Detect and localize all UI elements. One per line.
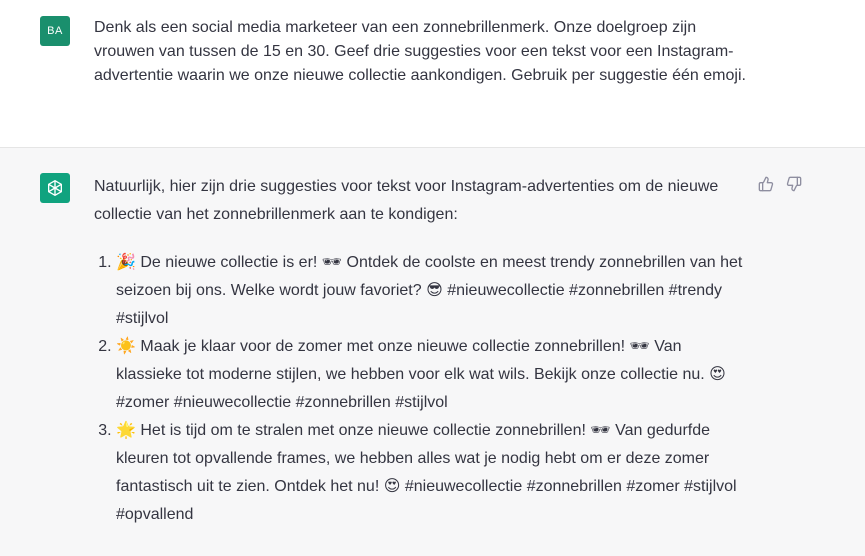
openai-logo-icon: [40, 173, 70, 203]
thumbs-down-icon[interactable]: [786, 176, 802, 192]
suggestion-list: [94, 249, 744, 529]
assistant-intro: Natuurlijk, hier zijn drie suggesties voor tekst voor Instagram-advertenties om de nieuwe collectie van het zonnebrillenmerk aan te kondigen:: [94, 178, 719, 223]
user-initials: BA: [47, 25, 63, 37]
thumbs-up-icon[interactable]: [758, 176, 774, 192]
user-avatar: [40, 16, 70, 46]
user-message-row: [0, 0, 865, 148]
suggestion-item-3: 3. 🌟 Het is tijd om te stralen met onze nieuwe collectie zonnebrillen! 🕶 Van gedurfde kleuren tot opvallende frames, we hebben alles wat je nodig hebt om er deze zomer fantastisch uit te zien. Ontdek het nu! 😍 #nieuwecollectie #zonnebrillen #zomer #stijlvol #opvallend: [116, 417, 744, 529]
suggestion-item-1: 1. 🎉 De nieuwe collectie is er! 🕶 Ontdek de coolste en meest trendy zonnebrillen van het seizoen bij ons. Welke wordt jouw favoriet? 😎 #nieuwecollectie #zonnebrillen #trendy #stijlvol: [116, 249, 744, 333]
assistant-message: [94, 173, 744, 529]
feedback-buttons: [758, 176, 802, 192]
assistant-message-row: [0, 148, 865, 556]
user-message-text: Denk als een social media marketeer van een zonnebrillenmerk. Onze doelgroep zijn vrouwen van tussen de 15 en 30. Geef drie suggesties voor een tekst voor een Instagram-advertentie waarin we onze nieuwe collectie aankondigen. Gebruik per suggestie één emoji.: [94, 19, 746, 84]
suggestion-item-2: 2. ☀️ Maak je klaar voor de zomer met onze nieuwe collectie zonnebrillen! 🕶 Van klassieke tot moderne stijlen, we hebben voor elk wat wils. Bekijk onze collectie nu. 😍 #zomer #nieuwecollectie #zonnebrillen #stijlvol: [116, 333, 744, 417]
